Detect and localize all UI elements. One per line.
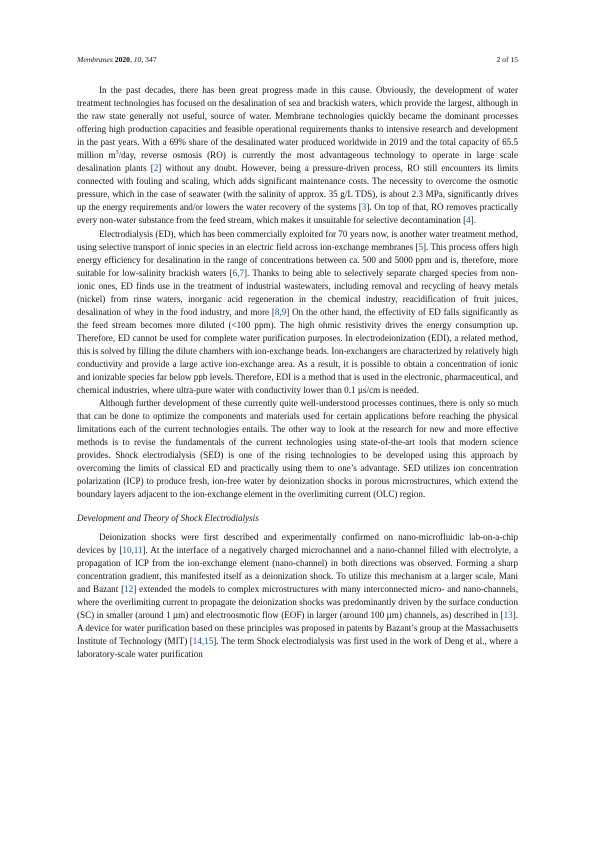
journal-citation: Membranes 2020, 10, 347 xyxy=(77,55,157,64)
paragraph xyxy=(77,531,518,661)
text-run: ]. xyxy=(470,215,476,226)
body-text xyxy=(77,84,518,661)
citation-link[interactable]: 3 xyxy=(361,202,367,213)
citation-link[interactable]: 10,11 xyxy=(122,544,143,555)
text-run: ] On the other hand, the effectivity of ED falls significantly as the feed stream becomes more diluted (<100 ppm). The high ohmic resistivity drives the energy consumption up. Therefore, ED cannot be used for complete water purification purposes. In electrodeionization (EDI), a related method, this is solved by filling the dilute chambers with ion-exchange beads. Ion-exchangers are characterized by relatively high conductivity and provide a large active ion-exchange area. As a result, it is possible to obtain a concentration of ionic and ionizable species far below ppb levels. Therefore, EDI is a method that is used in the electronic, pharmaceutical, and chemical industries, where ultra-pure water with conductivity lower than 0.1 µs/cm is needed. xyxy=(77,306,518,396)
citation-link[interactable]: 6,7 xyxy=(232,267,245,278)
text-run: ]. A device for water purification based on these principles was proposed in patents by Bazant’s group at the Massachusetts Institute of Technology (MIT) [ xyxy=(77,609,518,646)
journal-name: Membranes xyxy=(77,55,113,64)
running-header xyxy=(77,55,518,67)
citation-link[interactable]: 4 xyxy=(466,215,471,226)
citation-link[interactable]: 8,9 xyxy=(274,306,287,317)
page-number: 2 of 15 xyxy=(496,55,518,64)
text-run: Electrodialysis (ED), which has been commercially exploited for 70 years now, is another water treatment method, using selective transport of ionic species in an electric field across ion-exchange membranes [ xyxy=(77,228,518,252)
superscript: 3 xyxy=(115,150,119,157)
citation-link[interactable]: 12 xyxy=(124,583,134,594)
text-run: ]. This process offers high energy efficiency for desalination in the range of concentrations between ca. 500 and 5000 ppm and is, therefore, more suitable for low-salinity brackish waters [ xyxy=(77,241,518,278)
text-run: ]. On top of that, RO removes practically every non-water substance from the feed stream, which makes it unsuitable for selective decontamination [ xyxy=(77,202,518,226)
section-paragraphs xyxy=(77,531,518,661)
text-run: ]. The term Shock electrodialysis was first used in the work of Deng et al., where a laboratory-scale water purification xyxy=(77,635,518,659)
citation-link[interactable]: 14,15 xyxy=(192,635,214,646)
journal-year: 2020 xyxy=(114,55,130,64)
text-run: ]. At the interface of a negatively charged microchannel and a nano-channel filled with electrolyte, a propagation of ICP from the ion-exchange element (nano-channel) in both directions was observed. Forming a sharp concentration gradient, this manifested itself as a deionization shock. To utilize this mechanism at a larger scale, Mani and Bazant [ xyxy=(77,544,519,594)
intro-paragraphs xyxy=(77,84,518,502)
text-run: ]. Thanks to being able to selectively separate charged species from non-ionic ones, ED finds use in the treatment of industrial wastewaters, including removal and recycling of heavy metals (nickel) from rinse waters, inorganic acid regeneration in the chemical industry, reacidification of fruit juices, desalination of whey in the food industry, and more [ xyxy=(77,267,518,317)
journal-volume: 10 xyxy=(133,55,142,64)
article-number: 347 xyxy=(145,55,157,64)
citation-link[interactable]: 5 xyxy=(418,241,424,252)
section-heading: Development and Theory of Shock Electrodialysis xyxy=(77,512,259,523)
text-run: Although further development of these currently quite well-understood processes continues, there is only so much that can be done to optimize the components and materials used for certain applications before reaching the physical limitations each of the current technologies entails. The other way to look at the research for new and more effective methods is to revise the fundamentals of the current technologies using state-of-the-art tools that modern science provides. Shock electrodialysis (SED) is one of the rising technologies to be developed using this approach by overcoming the limits of classical ED and practically using them to one’s advantage. SED utilizes ion concentration polarization (ICP) to produce fresh, ion-free water by deionization shocks in porous microstructures, which extend the boundary layers adjacent to the ion-exchange element in the overlimiting current (OLC) region. xyxy=(77,398,518,500)
paragraph xyxy=(77,84,518,228)
citation-link[interactable]: 13 xyxy=(503,609,513,620)
text-run: ] extended the models to complex microstructures with many interconnected micro- and nano-channels, where the overlimiting current to propagate the deionization shocks was predominantly driven by the surface conduction (SC) in smaller (around 1 µm) and electroosmotic flow (EOF) in larger (around 100 µm) channels, as) described in [ xyxy=(77,583,518,620)
paragraph xyxy=(77,397,518,501)
paragraph xyxy=(77,228,518,398)
text-run: /day, reverse osmosis (RO) is currently the most advantageous technology to operate in large scale desalination plants [ xyxy=(77,150,518,174)
text-run: In the past decades, there has been great progress made in this cause. Obviously, the development of water treatment technologies has focused on the desalination of sea and brackish waters, which provide the largest, although in the raw state generally not useful, source of water. Membrane technologies quickly became the dominant processes offering high production capacities and feasible operational requirements thanks to intensive research and development in the past years. With a 69% share of the desalinated water produced worldwide in 2019 and the total capacity of 65.5 million m xyxy=(77,85,518,161)
text-run: ] without any doubt. However, being a pressure-driven process, RO still encounters its limits connected with fouling and scaling, which adds significant maintenance costs. The necessity to overcome the osmotic pressure, which in the case of seawater (with the salinity of approx. 35 g/L TDS), is about 2.3 MPa, significantly drives up the energy requirements and/or lowers the water recovery of the systems [ xyxy=(77,163,518,213)
citation-link[interactable]: 2 xyxy=(153,163,159,174)
text-run: Deionization shocks were first described and experimentally confirmed on nano-microfluidic lab-on-a-chip devices by [ xyxy=(77,531,518,555)
